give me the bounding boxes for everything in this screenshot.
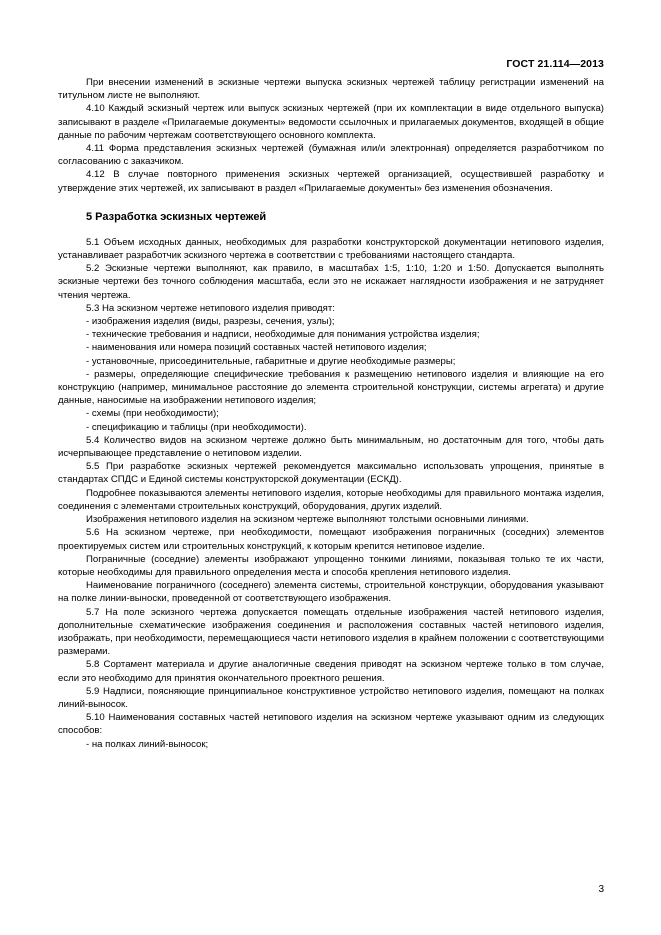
- list-item: - установочные, присоединительные, габаритные и другие необходимые размеры;: [86, 355, 456, 367]
- list-item: - размеры, определяющие специфические требования к размещению нетипового изделия и влияющие на его конструкцию (например, минимальное расстояние до элемента строительной конструкции, системы агрегата) и другие данные, наносимые на изображении нетипового изделия;: [58, 368, 604, 407]
- list-item: - технические требования и надписи, необходимые для понимания устройства изделия;: [86, 329, 480, 341]
- list-item: - спецификацию и таблицы (при необходимости).: [86, 421, 307, 433]
- list-item: - наименования или номера позиций составных частей нетипового изделия;: [86, 342, 427, 354]
- paragraph: 4.10 Каждый эскизный чертеж или выпуск эскизных чертежей (при их комплектации в виде отдельного выпуска) записывают в разделе «Прилагаемые документы» ведомости ссылочных и прилагаемых документов, входящей в общие данные по рабочим чертежам соответствующего основного комплекта.: [58, 103, 604, 141]
- paragraph: При внесении изменений в эскизные чертежи выпуска эскизных чертежей таблицу регистрации изменений на титульном листе не выполняют.: [58, 77, 604, 102]
- paragraph: 5.6 На эскизном чертеже, при необходимости, помещают изображения пограничных (соседних) элементов проектируемых систем или строительных конструкций, к которым крепится нетиповое изделие.: [58, 527, 604, 552]
- paragraph: Пограничные (соседние) элементы изображают упрощенно тонкими линиями, показывая только те их части, которые необходимы для правильного определения места и способа крепления нетипового изделия.: [58, 553, 604, 578]
- paragraph: 5.2 Эскизные чертежи выполняют, как правило, в масштабах 1:5, 1:10, 1:20 и 1:50. Допускается выполнять эскизные чертежи без точного соблюдения масштаба, если это не искажает наглядности изображения и не затрудняет чтения чертежа.: [58, 263, 604, 301]
- paragraph: Изображения нетипового изделия на эскизном чертеже выполняют толстыми основными линиями.: [86, 514, 529, 526]
- paragraph: 5.4 Количество видов на эскизном чертеже должно быть минимальным, но достаточным для того, чтобы дать исчерпывающее представление о нетиповом изделии.: [58, 434, 604, 460]
- paragraph: 5.10 Наименования составных частей нетипового изделия на эскизном чертеже указывают одним из следующих способов:: [58, 712, 604, 737]
- list-item: - изображения изделия (виды, разрезы, сечения, узлы);: [86, 316, 335, 328]
- page-header: ГОСТ 21.114—2013: [506, 58, 604, 70]
- paragraph: 4.11 Форма представления эскизных чертежей (бумажная или/и электронная) определяется разработчиком по согласованию с заказчиком.: [58, 143, 604, 168]
- paragraph: Подробнее показываются элементы нетипового изделия, которые необходимы для правильного монтажа изделия, соединения с элементами строительных конструкций, оборудования, других изделий.: [58, 487, 604, 512]
- paragraph: 4.12 В случае повторного применения эскизных чертежей организацией, осуществившей разработку и утверждение этих чертежей, их записывают в раздел «Прилагаемые документы» без изменения обозначения.: [58, 169, 604, 194]
- paragraph: 5.1 Объем исходных данных, необходимых для разработки конструкторской документации нетипового изделия, устанавливает разработчик эскизного чертежа в соответствии с требованиями настоящего стандарта.: [58, 236, 604, 262]
- document-body: [58, 76, 604, 751]
- section-heading: 5 Разработка эскизных чертежей: [86, 210, 267, 223]
- paragraph: 5.3 На эскизном чертеже нетипового изделия приводят:: [86, 302, 335, 314]
- paragraph: 5.8 Сортамент материала и другие аналогичные сведения приводят на эскизном чертеже только в том случае, если это необходимо для принятия окончательного проектного решения.: [58, 659, 604, 684]
- paragraph: Наименование пограничного (соседнего) элемента системы, строительной конструкции, оборудования указывают на полке линии-выноски, проведенной от соответствующего изображения.: [58, 580, 604, 605]
- list-item: - на полках линий-выносок;: [86, 738, 209, 750]
- paragraph: 5.7 На поле эскизного чертежа допускается помещать отдельные изображения частей нетипового изделия, дополнительные схематические изображения соединения и расположения составных частей нетипового изделия, изображать, при необходимости, перемещающиеся части нетипового изделия в крайнем положении с соответствующими размерами.: [58, 606, 604, 658]
- page-number: 3: [598, 884, 604, 895]
- paragraph: 5.5 При разработке эскизных чертежей рекомендуется максимально использовать упрощения, принятые в стандартах СПДС и Единой системы конструкторской документации (ЕСКД).: [58, 461, 604, 486]
- paragraph: 5.9 Надписи, поясняющие принципиальное конструктивное устройство нетипового изделия, помещают на полках линий-выносок.: [58, 685, 604, 710]
- list-item: - схемы (при необходимости);: [86, 408, 219, 420]
